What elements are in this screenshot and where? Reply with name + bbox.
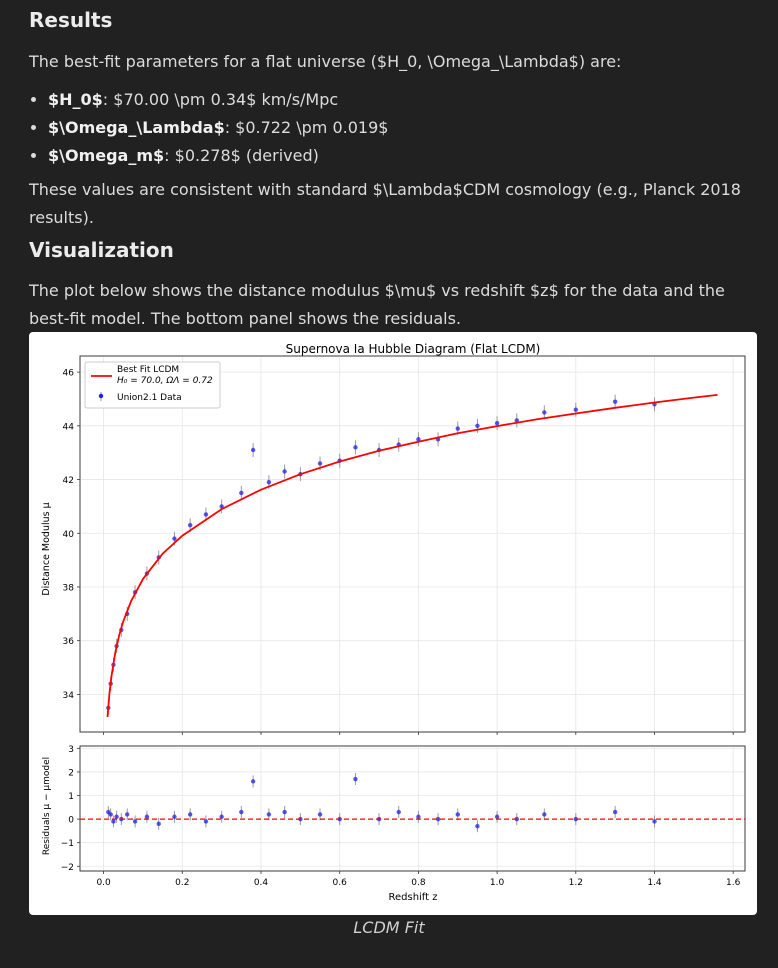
legend-label: Best Fit LCDM [117, 365, 180, 375]
residual-point [397, 810, 401, 814]
residual-point [172, 815, 176, 819]
residual-point [133, 819, 137, 823]
legend [85, 362, 220, 408]
residual-point [282, 810, 286, 814]
results-intro: The best-fit parameters for a flat universe ($H_0, \Omega_\Lambda$) are: [29, 52, 622, 71]
param-name: $H_0$ [48, 90, 103, 109]
residual-point [204, 819, 208, 823]
data-point [318, 461, 322, 465]
legend-sublabel: H₀ = 70.0, ΩΛ = 0.72 [117, 376, 213, 386]
data-point [267, 480, 271, 484]
plot-frame [80, 356, 745, 732]
residual-point [114, 815, 118, 819]
results-note: These values are consistent with standard $\Lambda$CDM cosmology (e.g., Planck 2018 results). [29, 180, 741, 227]
residual-point [251, 779, 255, 783]
residual-point [613, 810, 617, 814]
residual-point [108, 812, 112, 816]
residual-point [416, 815, 420, 819]
y-tick-label: 46 [62, 368, 74, 379]
figure-caption: LCDM Fit [353, 918, 425, 937]
residual-point [111, 819, 115, 823]
residual-point [239, 810, 243, 814]
param-name: $\Omega_\Lambda$ [48, 118, 225, 137]
data-point [475, 424, 479, 428]
residual-point [318, 812, 322, 816]
x-tick-label: 1.0 [489, 878, 505, 888]
param-value: : $0.722 \pm 0.019$ [224, 118, 389, 137]
y-tick-label: 36 [62, 637, 74, 648]
legend-point-swatch [99, 394, 103, 398]
residual-point [542, 812, 546, 816]
y-tick-label: 34 [62, 690, 74, 701]
x-tick-label: 0.6 [332, 878, 347, 888]
y-tick-label: 38 [62, 583, 74, 594]
y-tick-label: 2 [68, 768, 74, 779]
y-tick-label: 44 [62, 422, 74, 433]
x-tick-label: 0.8 [411, 878, 426, 888]
residual-point [495, 815, 499, 819]
residual-point [652, 819, 656, 823]
data-point [251, 448, 255, 452]
residual-point [353, 777, 357, 781]
x-tick-label: 0.4 [253, 878, 269, 888]
main-panel [63, 356, 745, 735]
param-omega-m [48, 142, 388, 170]
residual-point [145, 815, 149, 819]
chart-title: Supernova Ia Hubble Diagram (Flat LCDM) [285, 342, 541, 356]
residual-panel [61, 745, 745, 888]
data-point [204, 512, 208, 516]
resid-xlabel: Redshift z [388, 892, 438, 903]
y-tick-label: 42 [62, 476, 74, 487]
param-value: : $70.00 \pm 0.34$ km/s/Mpc [102, 90, 339, 109]
y-tick-label: −2 [60, 862, 74, 873]
params-list [29, 86, 388, 170]
data-point [495, 421, 499, 425]
plot-frame [80, 746, 745, 871]
param-omega-lambda [48, 114, 388, 142]
residual-point [456, 812, 460, 816]
residual-point [267, 812, 271, 816]
main-ylabel: Distance Modulus μ [41, 502, 52, 596]
legend-label: Union2.1 Data [117, 393, 182, 403]
x-tick-label: 1.6 [726, 878, 741, 888]
results-heading: Results [29, 8, 113, 32]
hubble-diagram-figure [29, 332, 757, 915]
y-tick-label: −1 [60, 839, 74, 850]
data-point [542, 410, 546, 414]
x-tick-label: 0.0 [96, 878, 111, 888]
figure-image [29, 332, 757, 915]
data-point [574, 408, 578, 412]
data-point [613, 399, 617, 403]
param-value: : $0.278$ (derived) [164, 146, 319, 165]
param-name: $\Omega_m$ [48, 146, 165, 165]
residual-point [475, 824, 479, 828]
y-tick-label: 0 [68, 815, 74, 826]
visualization-description: The plot below shows the distance modulus $\mu$ vs redshift $z$ for the data and the best-fit model. The bottom panel shows the residuals. [29, 281, 725, 328]
data-point [456, 426, 460, 430]
residual-point [219, 815, 223, 819]
data-point [172, 536, 176, 540]
data-point [353, 445, 357, 449]
visualization-heading: Visualization [29, 238, 174, 262]
data-point [188, 523, 192, 527]
residual-point [156, 822, 160, 826]
residual-point [188, 812, 192, 816]
y-tick-label: 1 [68, 792, 74, 803]
residual-point [125, 812, 129, 816]
data-point [282, 469, 286, 473]
data-point [239, 491, 243, 495]
param-h0 [48, 86, 388, 114]
x-tick-label: 0.2 [175, 878, 190, 888]
x-tick-label: 1.2 [568, 878, 583, 888]
resid-ylabel: Residuals μ − μmodel [42, 756, 52, 856]
x-tick-label: 1.4 [647, 878, 662, 888]
y-tick-label: 3 [68, 744, 74, 755]
y-tick-label: 40 [62, 529, 74, 540]
